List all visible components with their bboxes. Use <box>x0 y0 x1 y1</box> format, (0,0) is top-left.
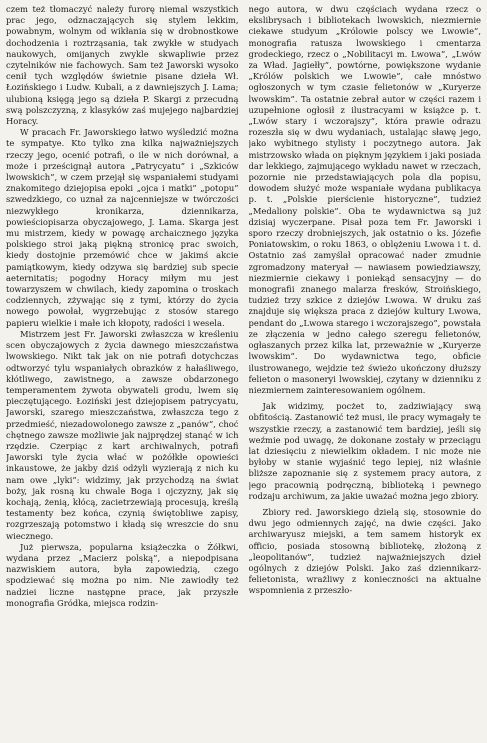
paragraph: Mistrzem jest Fr. Jaworski zwłaszcza w kreśleniu scen obyczajowych z życia dawnego mieszczaństwa lwowskiego. Nikt tak jak on nie potrafi dotychczas odtworzyć tylu wspaniałych obrazków z hałaśliwego, kłótliwego, zawistnego, a zawsze obdarzonego temperamentem żywota obywateli grodu, lwem się pieczętującego. Łoziński jest dziejopisem patrycyatu, Jaworski, szarego mieszczaństwa, zwłaszcza tego z przedmieść, niezadowolonego zawsze z „panów”, choć chętnego zawsze możliwie jak najprędzej stanąć w ich rzędzie. Czerpiąc z kart archiwalnych, potrafi Jaworski tyle życia włać w pożółkłe opowieści inkaustowe, że jakby dziś odżyli wyzierają z nich ku nam owe „lyki”: widzimy, jak przychodzą na świat boży, jak rosną ku chwale Boga i ojczyzny, jak się kochają, żenią, kłócą, zacietrzewiają procesują, kreślą testamenty bez końca, czynią świętobliwe zapisy, rozgrzeszają potomstwo i kładą się wreszcie do snu wiecznego. <box>6 328 239 541</box>
paragraph: nego autora, w dwu częściach wydana rzecz o ekslibrysach i bibliotekach lwowskich, niezmiernie ciekawe studyum „Królowie polscy we Lwowie”, monografia ratusza lwowskiego i cmentarza grodeckiego, rzecz o „Nobilitacyi m. Lwowa”, „Lwów za Wład. Jagiełły”, powtórne, powiększone wydanie „Królów polskich we Lwowie”, całe mnóstwo ogłoszonych w tym czasie felietonów w „Kuryerze lwowskim”. Ta ostatnie zebrał autor w części razem i uzupełnione ogłosił z ilustracyami w książce p. t. „Lwów stary i wczorajszy”, która prawie odrazu rozeszła się w dwu wydaniach, ustalając sławę jego, jako wybitnego stylisty i poczytnego autora. Jak mistrzowsko włada on pięknym językiem i jaki posiada dar lekkiego, zajmującego wykładu nawet w rzeczach, pozornie nie przedstawiających pola dla popisu, dowodem służyć może wspaniałe wydana publikacya p. t. „Polskie pierścienie historyczne”, tudzież „Medaliony polskie”. Oba te wydawnictwa są już dzisiaj wyczerpane. Pisał poza tem Fr. Jaworski i sporo rzeczy drobniejszych, jak ostatnio o ks. Józefie Poniatowskim, o roku 1863, o oblężeniu Lwowa i t. d. Ostatnio zaś zamyślał opracować nader zmudnie zgromadzony materyał — nawiasem powiedziawszy, niezmiernie ciekawy i poniekąd sensacyjny — do monografii znanego malarza fresków, Stroińskiego, tudzież trzy szkice z dziejów Lwowa. W druku zaś znajduje się większa praca z dziejów kultury Lwowa, pendant do „Lwowa starego i wczorajszego”, powstała ze złączenia w jedno całego szeregu felietonów, ogłaszanych przez kilka lat, przeważnie w „Kuryerze lwowskim”. Do wydawnictwa tego, obficie ilustrowanego, wejdzie też świeżo ukończony dłuższy felieton o masoneryi lwowskiej, czytany w dzienniku z niezmiernem zainteresowaniem ogólnem. <box>248 4 481 395</box>
paragraph: Już pierwsza, popularna książeczka o Żółkwi, wydana przez „Macierz polską”, a niepodpisana nazwiskiem autora, była zapowiedzią, czego spodziewać się można po nim. Nie zawiodły też nadziei liczne następne prace, jak przyszłe monografia Gródka, miejsca rodzin- <box>6 541 239 608</box>
paragraph: Zbiory red. Jaworskiego dzielą się, stosownie do dwu jego odmiennych zajęć, na dwie części. Jako archiwaryusz miejski, a tem samem historyk ex officio, posiada stosowną bibliotekę, złożoną z „leopolitanów”, tudzież najważniejszych dzieł ogólnych z dziejów Polski. Jako zaś dziennikarz-felietonista, wrażliwy z konieczności na aktualne wspomnienia z przeszło- <box>248 506 481 596</box>
text-column-right <box>249 4 482 739</box>
text-column-left <box>6 4 239 739</box>
paragraph: W pracach Fr. Jaworskiego łatwo wyśledzić można te sympatye. Kto tylko zna kilka najważniejszych rzeczy jego, ocenić potrafi, o ile w nich dorównał, a może i prześcignął autora „Patrycyatu” i „Szkiców lwowskich”, w czem przejął się wspaniałemi studyami znakomitego dziejopisa epoki „ojca i matki” „potopu” szwedzkiego, co uznał za najcenniejsze w twórczości niezwykłego kronikarza, dziennikarza, powieściopisarza obyczajowego, J. Lama. Skarga jest mu mistrzem, kiedy w powagę archaicznego języka polskiego stroi jaką piękną stronicę prac swoich, kiedy dostojnie przemówić chce w jakimś akcie pamiątkowym, kiedy odzywa się bardziej sub specie aeternitatis; pogodny Horacy miłym mu jest towarzyszem w chwilach, kiedy zapomina o troskach codziennych, zżywając się z tymi, którzy do życia nowego powołał, wygrzebując z stosów starego papieru wielkie i małe ich kłopoty, radości i wesela. <box>6 127 239 328</box>
paragraph: Jak widzimy, pocżet to, zadziwiający swą obfitością. Zastanowić też musi, ile pracy wymagały te wszystkie rzeczy, a zastanowić tem bardziej, jeśli się weźmie pod uwagę, że dokonane zostały w przeciągu lat dziesięciu z niewielkim okładem. I nic może nie byłoby w stanie wyjaśnić tego lepiej, niż właśnie bliższe zapoznanie się z systemem pracy autora, z jego pracownią podręczną, biblioteką i pewnego rodzaju archiwum, za jakie uważać można jego zbiory. <box>248 401 481 501</box>
paragraph: czem też tłomaczyć należy furorę niemal wszystkich prac jego, odznaczających się stylem lekkim, powabnym, wolnym od wikłania się w drobnostkowe dochodzenia i roztrząsania, tak zwykłe w studyach naukowych, omijanych zwykle skwapliwie przez czytelników nie fachowych. Sam też Jaworski wysoko cenił tych względów świetnie pisane dzieła Wł. Łozińskiego i Ludw. Kubali, a z dawniejszych J. Lama; ulubioną księgą jego są dzieła P. Skargi z przecudną swą polszczyzną, z klasyków zaś mujejego najbardziej Horacy. <box>6 4 239 127</box>
